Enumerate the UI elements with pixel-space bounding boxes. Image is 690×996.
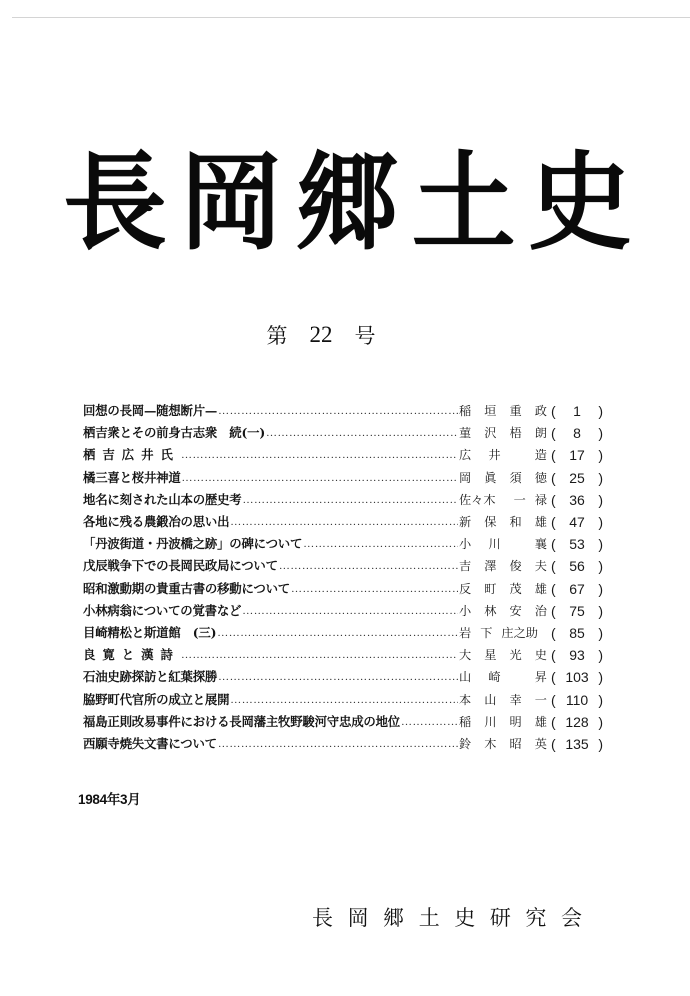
- author-char: 俊: [509, 559, 522, 574]
- paren-open: (: [551, 691, 556, 708]
- leader-dots: [230, 689, 458, 711]
- page-number: 75: [569, 602, 585, 619]
- toc-entry-page: [551, 666, 603, 688]
- author-char: 茂: [509, 581, 522, 596]
- author-char: 襄: [534, 537, 547, 552]
- leader-dots: [242, 489, 458, 511]
- toc-entry-title: 石油史跡探訪と紅葉探勝: [83, 669, 218, 685]
- author-char: 光: [509, 648, 522, 663]
- page-number: 110: [565, 691, 589, 708]
- author-char: 岩: [459, 625, 472, 640]
- toc-entry: [83, 533, 603, 555]
- issue-value: 22: [309, 322, 333, 347]
- author-char: 英: [534, 736, 547, 751]
- toc-entry: [83, 644, 603, 666]
- page-number: 1: [573, 403, 581, 420]
- paren-close: ): [598, 558, 603, 575]
- toc-entry: [83, 511, 603, 533]
- toc-entry-title: 各地に残る農鍛冶の思い出: [83, 514, 230, 530]
- author-char: 稲: [459, 404, 472, 419]
- leader-dots: [181, 644, 458, 666]
- toc-entry: [83, 622, 603, 644]
- paren-open: (: [551, 536, 556, 553]
- author-char: 徳: [534, 470, 547, 485]
- toc-entry-author: [459, 600, 547, 622]
- toc-entry-page: [551, 467, 603, 489]
- page-number: 85: [569, 624, 585, 641]
- page-number: 47: [569, 514, 585, 531]
- paren-open: (: [551, 735, 556, 752]
- author-char: 和: [509, 515, 522, 530]
- toc-entry-page: [551, 733, 603, 755]
- author-char: 木: [484, 736, 497, 751]
- author-char: 澤: [484, 559, 497, 574]
- page-number: 93: [569, 647, 585, 664]
- toc-entry: [83, 600, 603, 622]
- table-of-contents: [83, 400, 603, 755]
- toc-entry-author: [459, 666, 547, 688]
- author-char: 雄: [534, 581, 547, 596]
- toc-entry-author: [459, 555, 547, 577]
- page-number: 56: [569, 558, 585, 575]
- toc-entry-title: 昭和激動期の貴重古書の移動について: [83, 580, 290, 596]
- paren-close: ): [598, 447, 603, 464]
- leader-dots: [218, 733, 458, 755]
- toc-entry-author: [459, 689, 547, 711]
- paren-open: (: [551, 624, 556, 641]
- issue-prefix: 第: [266, 324, 288, 348]
- title-char: 長: [62, 139, 167, 266]
- paren-close: ): [598, 403, 603, 420]
- paren-open: (: [551, 713, 556, 730]
- author-char: 岡: [459, 470, 472, 485]
- toc-entry: [83, 489, 603, 511]
- toc-entry-author: [459, 400, 547, 422]
- author-char: 新: [459, 515, 472, 530]
- paren-close: ): [598, 691, 603, 708]
- page-number: 17: [569, 447, 585, 464]
- publisher-char: 会: [560, 906, 582, 930]
- page-number: 135: [565, 735, 589, 752]
- leader-dots: [401, 711, 458, 733]
- paren-open: (: [551, 602, 556, 619]
- paren-open: (: [551, 647, 556, 664]
- paren-close: ): [598, 713, 603, 730]
- author-char: 安: [509, 603, 522, 618]
- author-char: 雄: [534, 515, 547, 530]
- toc-entry-title: 福島正則改易事件における長岡藩主牧野駿河守忠成の地位: [83, 713, 400, 729]
- paren-open: (: [551, 447, 556, 464]
- toc-entry-author: [459, 644, 547, 666]
- publisher-char: 郷: [383, 906, 405, 930]
- toc-entry-title: 西願寺焼失文書について: [83, 735, 217, 751]
- author-char: 沢: [484, 426, 497, 441]
- toc-entry-title: 「丹波街道・丹波橋之跡」の碑について: [83, 536, 303, 552]
- paren-close: ): [598, 469, 603, 486]
- toc-entry-page: [551, 444, 603, 466]
- toc-entry-author: [459, 533, 547, 555]
- leader-dots: [218, 400, 458, 422]
- author-char: 眞: [484, 470, 497, 485]
- toc-entry-author: [459, 711, 547, 733]
- leader-dots: [279, 555, 458, 577]
- leader-dots: [266, 422, 458, 444]
- paren-open: (: [551, 580, 556, 597]
- author-char: 崎: [488, 670, 501, 685]
- paren-close: ): [598, 735, 603, 752]
- toc-entry-author: [459, 422, 547, 444]
- title-char: 史: [527, 139, 632, 266]
- author-char: 山: [459, 670, 472, 685]
- author-char: 小: [459, 603, 472, 618]
- publisher-char: 土: [418, 906, 440, 930]
- toc-entry-page: [551, 533, 603, 555]
- leader-dots: [242, 600, 458, 622]
- paren-close: ): [598, 536, 603, 553]
- toc-entry: [83, 444, 603, 466]
- leader-dots: [230, 511, 458, 533]
- paren-close: ): [598, 669, 603, 686]
- author-char: 鈴: [459, 736, 472, 751]
- author-char: 一: [534, 692, 547, 707]
- toc-entry-author: [459, 489, 547, 511]
- author-char: 小: [459, 537, 472, 552]
- author-char: 史: [534, 648, 547, 663]
- leader-dots: [217, 622, 458, 644]
- page-number: 25: [569, 469, 585, 486]
- toc-entry-author: [459, 578, 547, 600]
- leader-dots: [181, 444, 458, 466]
- paren-close: ): [598, 425, 603, 442]
- author-char: 町: [484, 581, 497, 596]
- author-char: 昇: [534, 670, 547, 685]
- toc-entry-page: [551, 489, 603, 511]
- toc-entry-title: 栖吉衆とその前身古志衆 続(一): [83, 425, 265, 441]
- page-number: 128: [565, 713, 589, 730]
- author-char: 雄: [534, 714, 547, 729]
- toc-entry-author: [459, 733, 547, 755]
- leader-dots: [303, 533, 458, 555]
- author-char: 梧: [509, 426, 522, 441]
- author-char: 井: [488, 448, 501, 463]
- author-char: 山: [484, 692, 497, 707]
- toc-entry: [83, 467, 603, 489]
- paren-open: (: [551, 425, 556, 442]
- publisher-char: 長: [312, 906, 333, 930]
- publisher-char: 究: [525, 906, 547, 930]
- page-number: 67: [569, 580, 585, 597]
- toc-entry: [83, 400, 603, 422]
- toc-entry: [83, 555, 603, 577]
- publisher-char: 史: [454, 906, 476, 930]
- toc-entry-page: [551, 689, 603, 711]
- author-char: 政: [534, 404, 547, 419]
- toc-entry-title: 栖吉広井氏: [83, 447, 180, 463]
- toc-entry-page: [551, 511, 603, 533]
- author-char: 大: [459, 648, 472, 663]
- publication-date: 1984年3月: [78, 792, 141, 807]
- author-char: 明: [509, 714, 522, 729]
- paren-close: ): [598, 602, 603, 619]
- toc-entry-author: [459, 511, 547, 533]
- paren-close: ): [598, 647, 603, 664]
- author-char: 佐々木: [459, 492, 496, 507]
- issue-number: [262, 318, 380, 352]
- toc-entry-page: [551, 622, 603, 644]
- author-char: 稲: [459, 714, 472, 729]
- author-char: 一: [513, 492, 526, 507]
- paren-open: (: [551, 491, 556, 508]
- page-number: 36: [569, 491, 585, 508]
- journal-title: [60, 138, 635, 268]
- author-char: 朗: [534, 426, 547, 441]
- paren-close: ): [598, 580, 603, 597]
- toc-entry-title: 橘三喜と桜井神道: [83, 469, 181, 485]
- title-char: 岡: [179, 139, 284, 266]
- author-char: 夫: [534, 559, 547, 574]
- toc-entry-title: 戊辰戦争下での長岡民政局について: [83, 558, 278, 574]
- author-char: 昭: [509, 736, 522, 751]
- toc-entry: [83, 666, 603, 688]
- toc-entry-title: 地名に刻された山本の歴史考: [83, 491, 242, 507]
- publisher-char: 岡: [347, 906, 369, 930]
- toc-entry-page: [551, 400, 603, 422]
- toc-entry: [83, 733, 603, 755]
- publisher-name: [312, 902, 582, 932]
- toc-entry-page: [551, 422, 603, 444]
- paren-open: (: [551, 514, 556, 531]
- author-char: 吉: [459, 559, 472, 574]
- toc-entry-page: [551, 555, 603, 577]
- author-char: 反: [459, 581, 472, 596]
- author-char: 下: [480, 625, 493, 640]
- toc-entry-author: [459, 467, 547, 489]
- page-number: 8: [573, 425, 581, 442]
- toc-entry-title: 回想の長岡—随想断片—: [83, 403, 218, 419]
- paren-close: ): [598, 624, 603, 641]
- author-char: 庄之助: [501, 625, 538, 640]
- author-char: 禄: [534, 492, 547, 507]
- toc-entry: [83, 578, 603, 600]
- paren-close: ): [598, 491, 603, 508]
- author-char: 垣: [484, 404, 497, 419]
- page-number: 53: [569, 536, 585, 553]
- author-char: 須: [509, 470, 522, 485]
- author-char: 重: [509, 404, 522, 419]
- toc-entry-page: [551, 711, 603, 733]
- paren-open: (: [551, 558, 556, 575]
- toc-entry-title: 目崎精松と斯道館 (三): [83, 624, 217, 640]
- toc-entry: [83, 711, 603, 733]
- toc-entry: [83, 688, 603, 710]
- paren-open: (: [551, 469, 556, 486]
- page-number: 103: [565, 669, 589, 686]
- leader-dots: [218, 666, 458, 688]
- toc-entry-page: [551, 578, 603, 600]
- author-char: 川: [488, 537, 501, 552]
- paren-close: ): [598, 514, 603, 531]
- author-char: 林: [484, 603, 497, 618]
- toc-entry-title: 小林病翁についての覚書など: [83, 602, 242, 618]
- author-char: 広: [459, 448, 472, 463]
- leader-dots: [182, 467, 458, 489]
- toc-entry: [83, 422, 603, 444]
- title-char: 土: [411, 139, 516, 266]
- issue-suffix: 号: [354, 324, 376, 348]
- toc-entry-author: [459, 622, 547, 644]
- toc-entry-title: 良寛と漢詩: [83, 647, 180, 663]
- author-char: 川: [484, 714, 497, 729]
- toc-entry-author: [459, 444, 547, 466]
- paren-open: (: [551, 403, 556, 420]
- toc-entry-title: 脇野町代官所の成立と展開: [83, 691, 230, 707]
- author-char: 幸: [509, 692, 522, 707]
- title-char: 郷: [295, 139, 400, 266]
- author-char: 治: [534, 603, 547, 618]
- publisher-char: 研: [489, 906, 511, 930]
- author-char: 本: [459, 692, 472, 707]
- leader-dots: [291, 578, 458, 600]
- author-char: 星: [484, 648, 497, 663]
- author-char: 造: [534, 448, 547, 463]
- scan-edge-rule: [12, 17, 690, 18]
- author-char: 保: [484, 515, 497, 530]
- paren-open: (: [551, 669, 556, 686]
- toc-entry-page: [551, 644, 603, 666]
- author-char: 菫: [459, 426, 472, 441]
- toc-entry-page: [551, 600, 603, 622]
